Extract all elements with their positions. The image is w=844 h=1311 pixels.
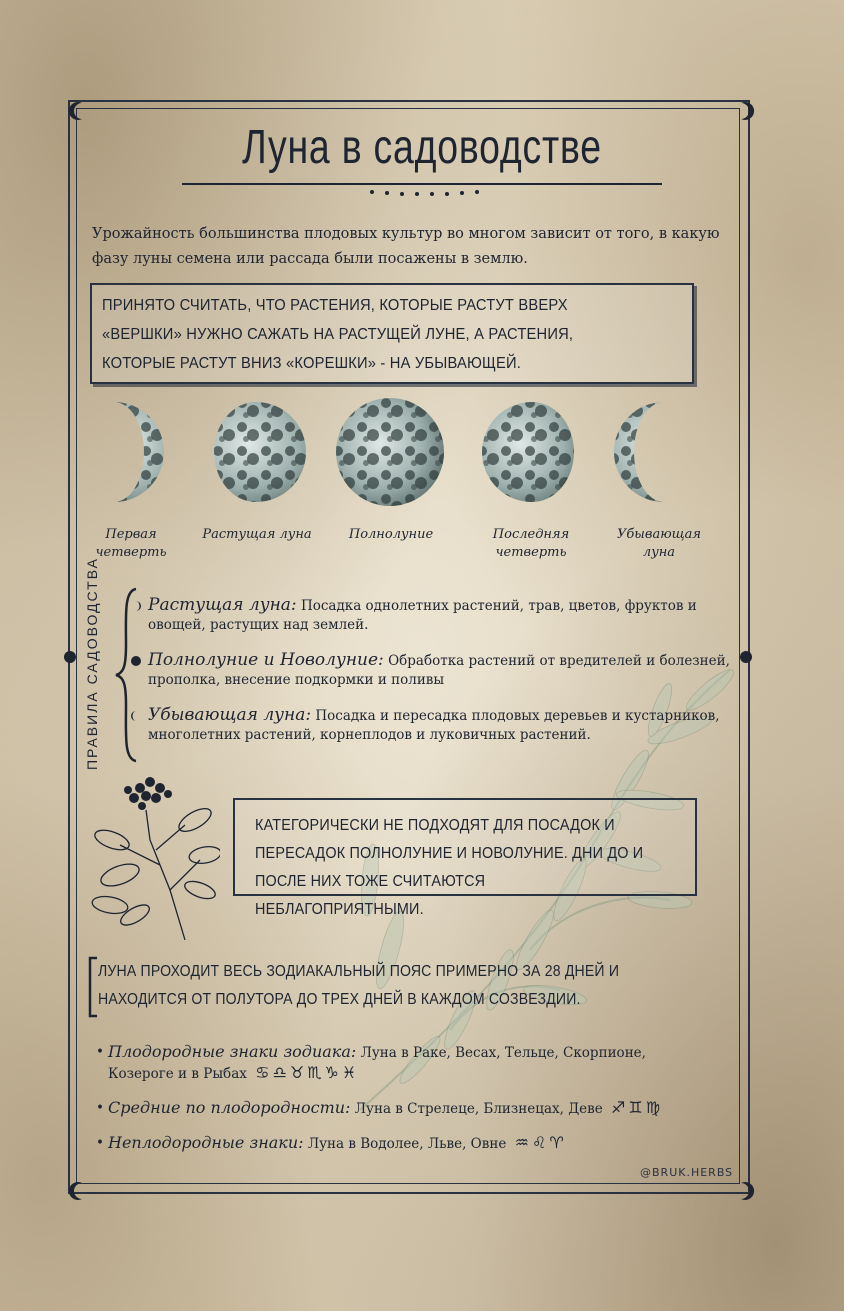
zodiac-item-text: Луна в Стрелеце, Близнецах, Деве — [354, 1101, 603, 1117]
zodiac-signs-icon: ♐♊♍ — [611, 1098, 664, 1117]
zodiac-item-title: Неплодородные знаки: — [108, 1133, 304, 1152]
bracket — [88, 956, 98, 1018]
zodiac-item-title: Плодородные знаки зодиака: — [108, 1042, 357, 1061]
page-title: Луна в садоводстве — [242, 121, 602, 174]
rule-item-title: Убывающая луна: — [148, 705, 312, 725]
zodiac-intro-text: ЛУНА ПРОХОДИТ ВЕСЬ ЗОДИАКАЛЬНЫЙ ПОЯС ПРИМЕРНО ЗА 28 ДНЕЙ И НАХОДИТСЯ ОТ ПОЛУТОРА ДО ТРЕХ ДНЕЙ В КАЖДОМ СОЗВЕЗДИИ. — [98, 963, 620, 1008]
moon-full — [332, 396, 452, 516]
zodiac-item — [96, 1042, 716, 1084]
zodiac-item-text: Луна в Водолее, Льве, Овне — [307, 1136, 507, 1152]
zodiac-item — [96, 1098, 716, 1119]
phase-label: Полнолуние — [348, 527, 434, 542]
zodiac-callout — [88, 956, 738, 1018]
moon-phases-illustration — [92, 396, 732, 516]
moon-last-quarter — [472, 396, 592, 516]
moon-phases-ornament-left — [62, 626, 78, 688]
warning-callout — [233, 798, 697, 918]
warning-text: КАТЕГОРИЧЕСКИ НЕ ПОДХОДЯТ ДЛЯ ПОСАДОК И ПЕРЕСАДОК ПОЛНОЛУНИЕ И НОВОЛУНИЕ. ДНИ ДО И ПОСЛЕ НИХ ТОЖЕ СЧИТАЮТСЯ НЕБЛАГОПРИЯТНЫМИ. — [255, 817, 644, 918]
zodiac-item — [96, 1133, 716, 1154]
moon-phases-row — [92, 396, 732, 586]
crescent-icon — [68, 100, 90, 122]
rule-item — [130, 706, 730, 745]
rule-item-title: Полнолуние и Новолуние: — [148, 650, 384, 670]
phase-label: Убывающая луна — [616, 527, 702, 560]
waxing-moon-icon — [130, 600, 142, 612]
crescent-icon — [733, 1180, 755, 1202]
zodiac-item-text: Луна в Раке, Весах, Тельце, Скорпионе, Козероге и в Рыбах — [108, 1045, 646, 1082]
crescent-icon — [733, 100, 755, 122]
zodiac-signs-icon: ♋♎♉♏♑♓ — [255, 1063, 360, 1082]
gardening-rules-list — [130, 596, 730, 761]
rule-callout-text: ПРИНЯТО СЧИТАТЬ, ЧТО РАСТЕНИЯ, КОТОРЫЕ РАСТУТ ВВЕРХ «ВЕРШКИ» НУЖНО САЖАТЬ НА РАСТУЩЕЙ ЛУНЕ, А РАСТЕНИЯ, КОТОРЫЕ РАСТУТ ВНИЗ «КОРЕШКИ» - НА УБЫВАЮЩЕЙ. — [102, 297, 574, 372]
zodiac-item-title: Средние по плодородности: — [108, 1098, 351, 1117]
phase-label: Последняя четверть — [492, 527, 570, 560]
moon-waxing — [192, 396, 332, 516]
crescent-icon — [68, 1180, 90, 1202]
intro-text: Урожайность большинства плодовых культур во многом зависит от того, в какую фазу луны семена или рассада были посажены в землю. — [92, 226, 720, 267]
full-moon-icon — [130, 655, 142, 667]
rule-item — [130, 651, 730, 690]
waning-moon-icon — [130, 710, 142, 722]
phase-label: Первая четверть — [95, 527, 167, 560]
rule-item-text: Посадка однолетних растений, трав, цветов, фруктов и овощей, растущих над землей. — [148, 598, 697, 633]
rule-item-text: Посадка и пересадка плодовых деревьев и кустарников, многолетних растений, корнеплодов и луковичных растений. — [148, 708, 720, 743]
zodiac-signs-icon: ♒♌♈ — [514, 1133, 567, 1152]
rule-item — [130, 596, 730, 635]
zodiac-list — [96, 1042, 716, 1168]
elderberry-illustration — [90, 770, 220, 945]
moon-waning — [602, 396, 722, 516]
author-credit: @BRUK.HERBS — [640, 1166, 734, 1179]
phase-label: Растущая луна — [202, 527, 312, 542]
rule-item-title: Растущая луна: — [148, 595, 297, 615]
rule-item-text: Обработка растений от вредителей и болезней, прополка, внесение подкормки и поливы — [148, 653, 730, 688]
moon-first-quarter — [92, 396, 192, 516]
title-divider — [182, 178, 662, 202]
rule-callout — [90, 283, 694, 384]
gardening-rules-side-label: ПРАВИЛА САДОВОДСТВА — [84, 557, 100, 770]
